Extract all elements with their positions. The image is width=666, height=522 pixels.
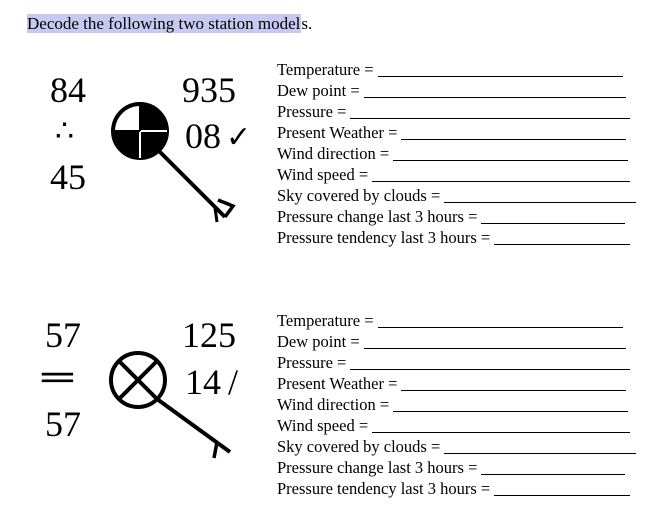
wind-barb-2	[0, 0, 270, 522]
answer-form-1	[277, 58, 657, 247]
row-present-weather	[277, 372, 657, 393]
answer-line-sky-cover[interactable]	[444, 440, 636, 454]
row-pressure-tendency	[277, 226, 657, 247]
present-weather-symbol: ∴	[55, 115, 75, 148]
pressure-value: 935	[182, 70, 236, 110]
row-wind-direction	[277, 393, 657, 414]
answer-line-pressure[interactable]	[350, 356, 630, 370]
row-dew-point	[277, 330, 657, 351]
label-wind-speed: Wind speed =	[277, 165, 369, 184]
answer-line-dew-point[interactable]	[364, 335, 626, 349]
answer-line-pressure-tendency[interactable]	[494, 231, 630, 245]
label-wind-direction: Wind direction =	[277, 395, 390, 414]
answer-line-wind-direction[interactable]	[393, 398, 628, 412]
answer-line-present-weather[interactable]	[401, 126, 626, 140]
dew-point-value: 45	[50, 157, 86, 197]
row-wind-speed	[277, 163, 657, 184]
label-dew-point: Dew point =	[277, 81, 360, 100]
row-sky-cover	[277, 435, 657, 456]
station-model-2	[0, 0, 270, 522]
label-pressure-tendency: Pressure tendency last 3 hours =	[277, 479, 491, 498]
label-sky-cover: Sky covered by clouds =	[277, 437, 441, 456]
label-pressure: Pressure =	[277, 353, 347, 372]
row-pressure-tendency	[277, 477, 657, 498]
row-temperature	[277, 309, 657, 330]
row-pressure	[277, 351, 657, 372]
answer-line-wind-direction[interactable]	[393, 147, 628, 161]
label-temperature: Temperature =	[277, 311, 374, 330]
label-dew-point: Dew point =	[277, 332, 360, 351]
row-pressure-change	[277, 205, 657, 226]
row-wind-speed	[277, 414, 657, 435]
answer-line-temperature[interactable]	[378, 63, 623, 77]
answer-line-pressure-change[interactable]	[481, 461, 625, 475]
row-pressure-change	[277, 456, 657, 477]
answer-line-present-weather[interactable]	[401, 377, 626, 391]
label-temperature: Temperature =	[277, 60, 374, 79]
pressure-tendency-symbol: /	[228, 362, 239, 402]
label-pressure: Pressure =	[277, 102, 347, 121]
answer-line-pressure[interactable]	[350, 105, 630, 119]
instructions-highlighted: Decode the following two station model	[27, 14, 301, 33]
answer-line-pressure-tendency[interactable]	[494, 482, 630, 496]
row-dew-point	[277, 79, 657, 100]
row-wind-direction	[277, 142, 657, 163]
answer-line-wind-speed[interactable]	[372, 419, 630, 433]
label-wind-speed: Wind speed =	[277, 416, 369, 435]
pressure-change-value: 08	[185, 116, 221, 156]
label-present-weather: Present Weather =	[277, 374, 398, 393]
row-pressure	[277, 100, 657, 121]
temperature-value: 84	[50, 70, 86, 110]
label-wind-direction: Wind direction =	[277, 144, 390, 163]
label-sky-cover: Sky covered by clouds =	[277, 186, 441, 205]
pressure-change-value: 14	[185, 362, 221, 402]
pressure-tendency-symbol: ✓	[226, 121, 252, 154]
label-pressure-tendency: Pressure tendency last 3 hours =	[277, 228, 491, 247]
row-present-weather	[277, 121, 657, 142]
dew-point-value: 57	[45, 404, 81, 444]
present-weather-symbol: ═	[42, 356, 73, 398]
row-temperature	[277, 58, 657, 79]
instructions-rest: s.	[301, 14, 313, 33]
label-pressure-change: Pressure change last 3 hours =	[277, 207, 478, 226]
answer-line-dew-point[interactable]	[364, 84, 626, 98]
answer-line-sky-cover[interactable]	[444, 189, 636, 203]
answer-form-2	[277, 309, 657, 498]
answer-line-pressure-change[interactable]	[481, 210, 625, 224]
label-present-weather: Present Weather =	[277, 123, 398, 142]
temperature-value: 57	[45, 315, 81, 355]
answer-line-wind-speed[interactable]	[372, 168, 630, 182]
pressure-value: 125	[182, 315, 236, 355]
label-pressure-change: Pressure change last 3 hours =	[277, 458, 478, 477]
answer-line-temperature[interactable]	[378, 314, 623, 328]
row-sky-cover	[277, 184, 657, 205]
